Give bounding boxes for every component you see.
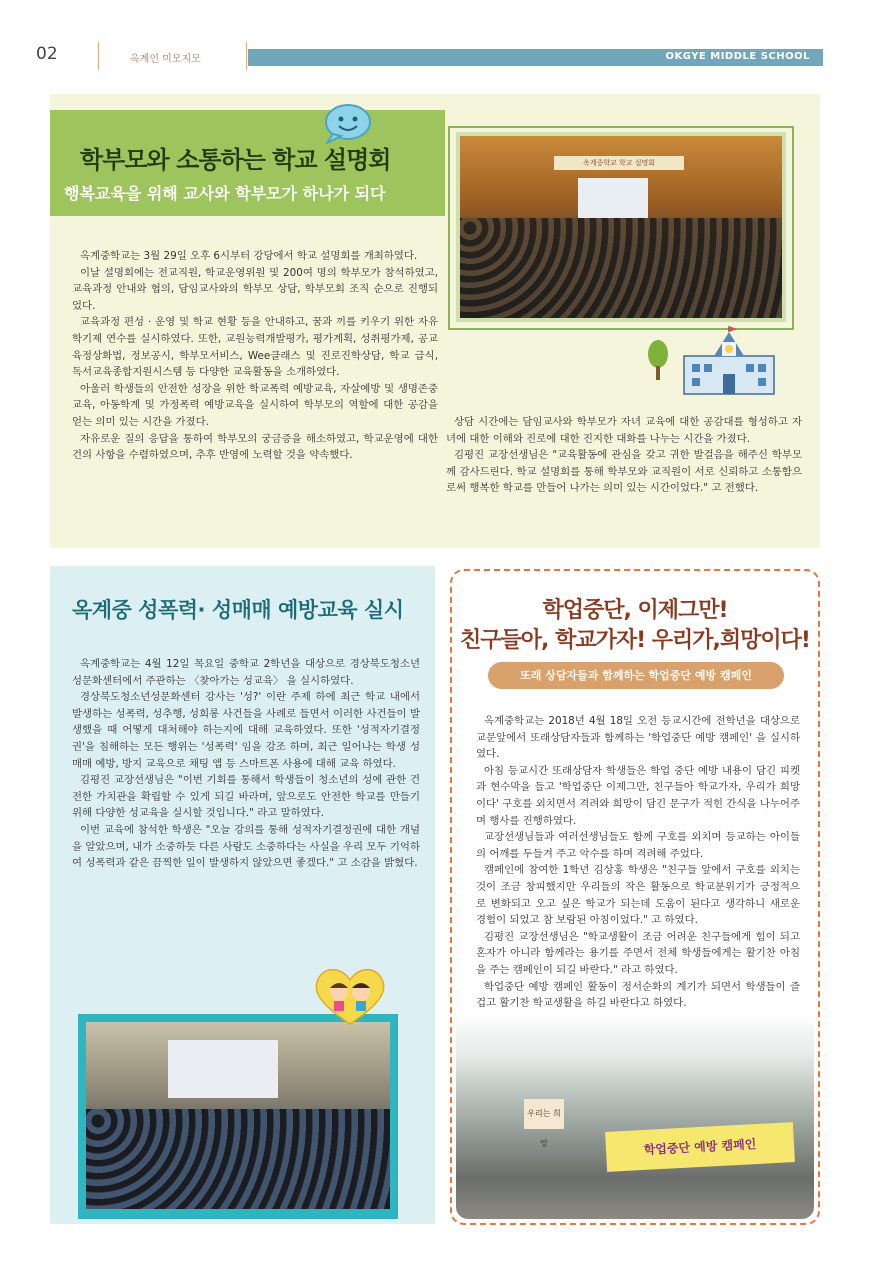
paragraph: 김평진 교장선생님은 "교육활동에 관심을 갖고 귀한 발걸음을 해주신 학부모께 감사드린다. 학교 설명회를 통해 학부모와 교직원이 서로 신뢰하고 소통함으로써 행복한 학교를 만들어 나가는 의미 있는 시간이었다." 고 전했다.: [446, 449, 802, 495]
briefing-photo: [456, 132, 786, 322]
section-subtitle: 행복교육을 위해 교사와 학부모가 하나가 되다: [64, 184, 386, 203]
section-title: 옥계중 성폭력· 성매매 예방교육 실시: [72, 598, 404, 622]
photo-banner: 옥계중학교 학교 설명회: [554, 156, 684, 170]
article-body-left: [72, 248, 438, 464]
paragraph: 옥계중학교는 2018년 4월 18일 오전 등교시간에 전학년을 대상으로 교문앞에서 또래상담자들과 함께하는 '학업중단 예방 캠페인' 을 실시하였다.: [476, 715, 800, 761]
heart-children-illustration: [310, 964, 390, 1028]
projector-screen: [168, 1040, 278, 1098]
header-divider: [98, 42, 99, 70]
title-band: [50, 110, 445, 216]
newsletter-name: 옥계인 미모지모: [130, 54, 201, 65]
page-number: 02: [36, 44, 58, 64]
school-name: OKGYE MIDDLE SCHOOL: [665, 51, 810, 62]
projector-screen: [578, 178, 648, 218]
paragraph: 자유로운 질의 응답을 통하여 학부모의 궁금증을 해소하였고, 학교운영에 대한 건의 사항을 수렴하였으며, 추후 반영에 노력할 것을 약속했다.: [72, 432, 438, 462]
paragraph: 학업중단 예방 캠페인 활동이 정서순화의 계기가 되면서 학생들이 즐겁고 활기찬 학교생활을 하길 바란다고 하였다.: [476, 980, 800, 1010]
header-divider: [246, 42, 247, 70]
section-title-line1: 학업중단, 이제그만!: [542, 598, 728, 623]
paragraph: 이번 교육에 참석한 학생은 "오늘 강의를 통해 성적자기결정권에 대한 개념을 알았으며, 내가 소중하듯 다른 사람도 소중하다는 사실을 우리 모두 기억하여 성폭력과 같은 끔찍한 일이 발생하지 않았으면 좋겠다." 고 소감을 밝혔다.: [72, 823, 420, 870]
paragraph: 아울러 학생들의 안전한 성장을 위한 학교폭력 예방교육, 자살예방 및 생명존중교육, 아동학계 및 가정폭력 예방교육을 실시하여 학부모의 역할에 대한 공감을 얻는 의미 있는 시간을 가졌다.: [72, 382, 438, 428]
paragraph: 이날 설명회에는 전교직원, 학교운영위원 및 200여 명의 학부모가 참석하였고, 교육과정 안내와 협의, 담임교사와의 학부모 상담, 학부모회 조직 순으로 진행되었다.: [72, 266, 438, 312]
paragraph: 김평진 교장선생님은 "학교생활이 조금 어려운 친구들에게 힘이 되고 혼자가 아니라 함께라는 용기를 주면서 전체 학생들에게는 활기찬 아침을 주는 캠페인이 되길 바란다." 라고 하였다.: [476, 930, 800, 976]
paragraph: 경상북도청소년성문화센터 강사는 '성?' 이란 주제 하에 최근 학교 내에서 발생하는 성폭력, 성추행, 성희롱 사건들을 사례로 들면서 이러한 사건들이 발생했을 때 어떻게 대처해야 하는지에 대해 교육하였다. 또한 '성적자기결정권'을 침해하는 모든 행위는 '성폭력' 임을 강조 하며, 최근 일어나는 학생 성매매 예방, 방지 교육으로 채팅 앱 등 스마트폰 사용에 대해 교육 하였다.: [72, 691, 420, 770]
paragraph: 김평진 교장선생님은 "이번 기회를 통해서 학생들이 청소년의 성에 관한 건전한 가치관을 확립할 수 있게 되길 바라며, 앞으로도 안전한 학교를 만들기 위해 다양한 성교육을 실시할 것입니다." 라고 말하였다.: [72, 774, 420, 820]
article-body: [72, 656, 420, 872]
campaign-banner: 학업중단 예방 캠페인: [605, 1122, 795, 1172]
campaign-photo: [456, 1013, 814, 1219]
education-photo: [86, 1022, 390, 1209]
paragraph: 교육과정 편성 · 운영 및 학교 현황 등을 안내하고, 꿈과 끼를 키우기 위한 자유학기제 연수를 실시하였다. 또한, 교원능력개발평가, 평가계획, 성취평가제, 공교육정상화법, 정보공시, 학부모서비스, Wee클래스 및 진로진학상담, 학교 급식, 독서교육종합지원시스템 등 다양한 교육활동을 소개하였다.: [72, 316, 438, 379]
section-school-briefing: [50, 94, 820, 548]
section-title: 학부모와 소통하는 학교 설명회: [80, 146, 391, 174]
paragraph: 옥계중학교는 4월 12일 목요일 중학교 2학년을 대상으로 경상북도청소년성문화센터에서 주관하는 〈찾아가는 성교육〉 을 실시하였다.: [72, 658, 420, 687]
paragraph: 아침 등교시간 또래상담자 학생들은 학업 중단 예방 내용이 담긴 피켓과 현수막을 들고 '학업중단 이제그만, 친구들아 학교가자, 우리가 희망이다' 구호를 외치면서 격려와 희망이 담긴 문구가 적힌 간식을 나누어주며 행사를 진행하였다.: [476, 764, 800, 827]
section-tagline: 또래 상담자들과 함께하는 학업중단 예방 캠페인: [488, 662, 784, 689]
paragraph: 옥계중학교는 3월 29일 오후 6시부터 강당에서 학교 설명회를 개최하였다.: [80, 250, 418, 262]
article-body-right: [446, 414, 802, 497]
section-title-line2: 친구들아, 학교가자! 우리가,희망이다!: [460, 628, 810, 653]
section-dropout-campaign: [450, 569, 820, 1225]
school-building-illustration: [644, 326, 794, 396]
speech-bubble-icon: [323, 102, 373, 144]
paragraph: 교장선생님들과 여러선생님들도 함께 구호를 외치며 등교하는 아이들의 어깨를 두들겨 주고 악수를 하며 격려해 주었다.: [476, 831, 800, 860]
photo-sign: 우리는 희망: [524, 1099, 564, 1129]
section-sex-education: [50, 566, 435, 1224]
student-crowd: [86, 1109, 390, 1209]
paragraph: 캠페인에 참여한 1학년 김상홍 학생은 "친구들 앞에서 구호를 외치는 것이 조금 창피했지만 우리들의 작은 활동으로 학교분위기가 긍정적으로 변화되고 오고 싶은 학교가 되는데 도움이 된다고 생각하니 새로운 경험이 되었고 참 보람된 아침이었다." 고 하였다.: [476, 864, 800, 927]
paragraph: 상담 시간에는 담임교사와 학부모가 자녀 교육에 대한 공감대를 형성하고 자녀에 대한 이해와 진로에 대한 진지한 대화를 나누는 시간을 가졌다.: [446, 416, 802, 445]
audience-crowd: [460, 218, 782, 318]
article-body: [476, 713, 800, 1012]
